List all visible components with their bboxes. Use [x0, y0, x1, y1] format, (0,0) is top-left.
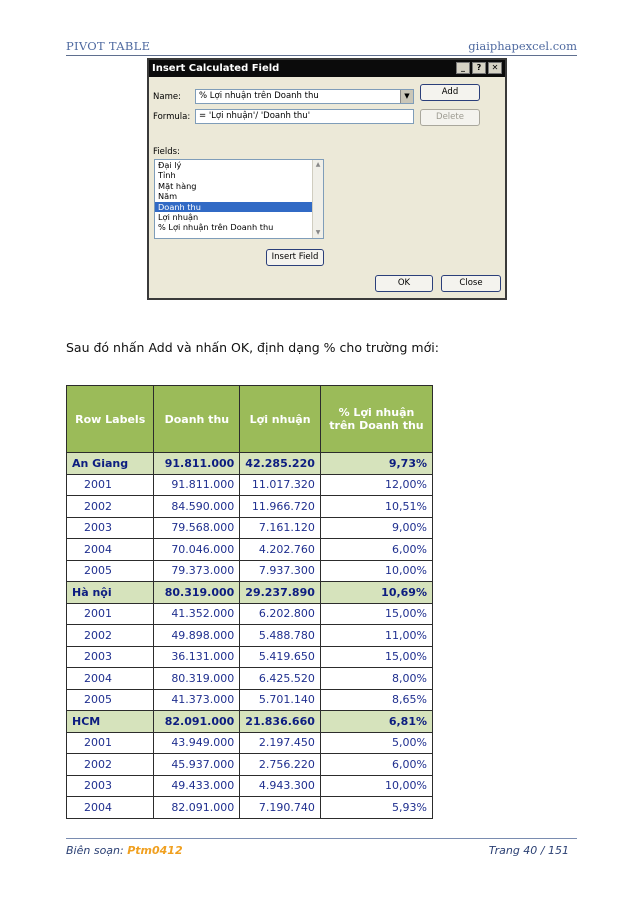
row-label-cell: 2001 [67, 732, 154, 754]
field-item[interactable]: Tỉnh [158, 170, 176, 181]
percent-cell: 5,00% [320, 732, 432, 754]
profit-cell: 6.202.800 [240, 603, 321, 625]
percent-cell: 6,00% [320, 754, 432, 776]
field-item[interactable]: Năm [158, 191, 178, 202]
revenue-cell: 80.319.000 [154, 582, 240, 604]
revenue-cell: 49.433.000 [154, 775, 240, 797]
table-row [67, 797, 433, 819]
table-row [67, 560, 433, 582]
profit-cell: 2.756.220 [240, 754, 321, 776]
row-label-cell: 2004 [67, 797, 154, 819]
table-row [67, 625, 433, 647]
percent-cell: 10,69% [320, 582, 432, 604]
pivot-table [66, 385, 433, 819]
revenue-cell: 80.319.000 [154, 668, 240, 690]
profit-cell: 4.202.760 [240, 539, 321, 561]
table-row [67, 496, 433, 518]
table-row [67, 603, 433, 625]
dialog-title: Insert Calculated Field [152, 63, 280, 74]
formula-label: Formula: [153, 112, 191, 122]
row-label-cell: 2005 [67, 560, 154, 582]
row-label-cell: 2004 [67, 668, 154, 690]
add-button[interactable]: Add [420, 84, 480, 101]
field-item[interactable]: Lợi nhuận [158, 211, 199, 222]
table-group-row [67, 711, 433, 733]
footer-author [66, 844, 183, 857]
chevron-down-icon[interactable]: ▼ [400, 90, 413, 103]
table-row [67, 754, 433, 776]
row-label-cell: 2002 [67, 625, 154, 647]
table-row [67, 646, 433, 668]
row-label-cell: An Giang [67, 453, 154, 475]
header-site: giaiphapexcel.com [468, 39, 577, 53]
field-item-selected[interactable]: Doanh thu [155, 202, 323, 212]
profit-cell: 29.237.890 [240, 582, 321, 604]
revenue-cell: 82.091.000 [154, 797, 240, 819]
table-row [67, 689, 433, 711]
profit-cell: 5.701.140 [240, 689, 321, 711]
column-header: Lợi nhuận [240, 386, 321, 453]
percent-cell: 6,81% [320, 711, 432, 733]
revenue-cell: 43.949.000 [154, 732, 240, 754]
formula-field[interactable] [195, 109, 414, 124]
instruction-text: Sau đó nhấn Add và nhấn OK, định dạng % cho trường mới: [66, 340, 439, 355]
row-label-cell: 2003 [67, 775, 154, 797]
field-item[interactable]: Đại lý [158, 160, 182, 170]
row-label-cell: HCM [67, 711, 154, 733]
revenue-cell: 36.131.000 [154, 646, 240, 668]
table-header-row [67, 386, 433, 453]
dialog-title-bar [149, 60, 505, 77]
author-prefix: Biên soạn: [66, 844, 128, 857]
profit-cell: 2.197.450 [240, 732, 321, 754]
row-label-cell: 2001 [67, 603, 154, 625]
table-row [67, 474, 433, 496]
revenue-cell: 79.373.000 [154, 560, 240, 582]
percent-cell: 8,00% [320, 668, 432, 690]
column-header: Row Labels [67, 386, 154, 453]
fields-label: Fields: [153, 147, 180, 157]
revenue-cell: 41.352.000 [154, 603, 240, 625]
insert-field-button[interactable]: Insert Field [266, 249, 324, 266]
scroll-up-icon[interactable]: ▲ [315, 161, 321, 168]
revenue-cell: 91.811.000 [154, 474, 240, 496]
percent-cell: 11,00% [320, 625, 432, 647]
table-row [67, 775, 433, 797]
scroll-down-icon[interactable]: ▼ [315, 229, 321, 236]
revenue-cell: 70.046.000 [154, 539, 240, 561]
profit-cell: 7.937.300 [240, 560, 321, 582]
fields-scrollbar[interactable] [312, 160, 323, 238]
row-label-cell: Hà nội [67, 582, 154, 604]
insert-calculated-field-dialog [147, 58, 507, 300]
revenue-cell: 91.811.000 [154, 453, 240, 475]
percent-cell: 6,00% [320, 539, 432, 561]
close-button[interactable]: Close [441, 275, 501, 292]
delete-button[interactable]: Delete [420, 109, 480, 126]
row-label-cell: 2002 [67, 496, 154, 518]
ok-button[interactable]: OK [375, 275, 433, 292]
minimize-icon[interactable]: _ [456, 62, 470, 74]
percent-cell: 9,00% [320, 517, 432, 539]
revenue-cell: 45.937.000 [154, 754, 240, 776]
row-label-cell: 2001 [67, 474, 154, 496]
percent-cell: 10,51% [320, 496, 432, 518]
revenue-cell: 79.568.000 [154, 517, 240, 539]
percent-cell: 12,00% [320, 474, 432, 496]
name-label: Name: [153, 92, 181, 102]
profit-cell: 11.966.720 [240, 496, 321, 518]
close-icon[interactable]: ✕ [488, 62, 502, 74]
table-row [67, 732, 433, 754]
profit-cell: 5.488.780 [240, 625, 321, 647]
row-label-cell: 2005 [67, 689, 154, 711]
header-title: PIVOT TABLE [66, 39, 151, 53]
table-group-row [67, 582, 433, 604]
table-row [67, 668, 433, 690]
percent-cell: 10,00% [320, 560, 432, 582]
table-row [67, 539, 433, 561]
percent-cell: 15,00% [320, 603, 432, 625]
row-label-cell: 2003 [67, 646, 154, 668]
help-icon[interactable]: ? [472, 62, 486, 74]
row-label-cell: 2002 [67, 754, 154, 776]
row-label-cell: 2003 [67, 517, 154, 539]
revenue-cell: 41.373.000 [154, 689, 240, 711]
name-combobox[interactable] [195, 89, 414, 104]
revenue-cell: 84.590.000 [154, 496, 240, 518]
page-footer [66, 838, 577, 858]
percent-cell: 5,93% [320, 797, 432, 819]
row-label-cell: 2004 [67, 539, 154, 561]
author-name: Ptm0412 [127, 844, 183, 857]
percent-cell: 8,65% [320, 689, 432, 711]
column-header: % Lợi nhuận trên Doanh thu [320, 386, 432, 453]
page-number: Trang 40 / 151 [488, 844, 569, 857]
profit-cell: 4.943.300 [240, 775, 321, 797]
percent-cell: 10,00% [320, 775, 432, 797]
formula-value: = 'Lợi nhuận'/ 'Doanh thu' [199, 111, 311, 121]
profit-cell: 11.017.320 [240, 474, 321, 496]
table-row [67, 517, 433, 539]
table-group-row [67, 453, 433, 475]
field-item[interactable]: Mặt hàng [158, 180, 197, 191]
column-header: Doanh thu [154, 386, 240, 453]
field-item[interactable]: % Lợi nhuận trên Doanh thu [158, 222, 274, 233]
profit-cell: 42.285.220 [240, 453, 321, 475]
percent-cell: 15,00% [320, 646, 432, 668]
profit-cell: 7.161.120 [240, 517, 321, 539]
profit-cell: 21.836.660 [240, 711, 321, 733]
page-header [66, 38, 577, 56]
revenue-cell: 49.898.000 [154, 625, 240, 647]
profit-cell: 6.425.520 [240, 668, 321, 690]
fields-listbox[interactable] [154, 159, 324, 239]
profit-cell: 7.190.740 [240, 797, 321, 819]
profit-cell: 5.419.650 [240, 646, 321, 668]
name-value: % Lợi nhuận trên Doanh thu [199, 91, 319, 101]
revenue-cell: 82.091.000 [154, 711, 240, 733]
percent-cell: 9,73% [320, 453, 432, 475]
